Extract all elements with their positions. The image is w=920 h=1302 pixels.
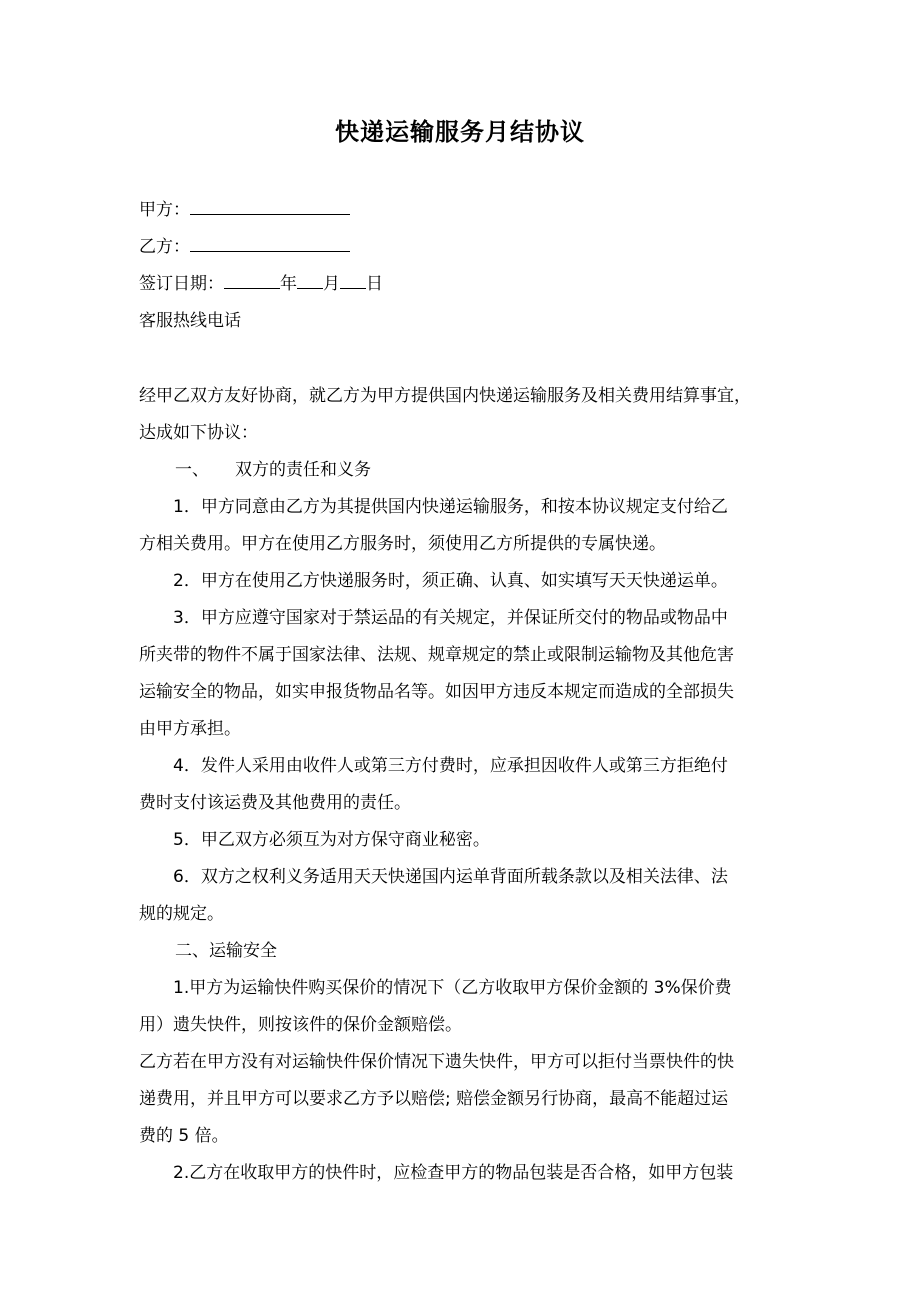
hotline-line: 客服热线电话	[139, 311, 241, 331]
year-blank	[224, 272, 280, 289]
day-label: 日	[366, 274, 383, 294]
s2-clause1-line2: 用）遗失快件，则按该件的保价金额赔偿。	[139, 1015, 462, 1035]
sign-date-label: 签订日期：	[139, 274, 224, 294]
s2-para-line2: 递费用，并且甲方可以要求乙方予以赔偿; 赔偿金额另行协商，最高不能超过运	[139, 1089, 729, 1109]
s1-clause4-line2: 费时支付该运费及其他费用的责任。	[139, 793, 411, 813]
s1-clause3-line4: 由甲方承担。	[139, 719, 241, 739]
year-label: 年	[280, 274, 297, 294]
section2-heading: 二、运输安全	[175, 941, 277, 961]
party-a-blank	[190, 198, 350, 215]
s1-clause6-line2: 规的规定。	[139, 904, 224, 924]
day-blank	[340, 272, 366, 289]
s1-clause3-line1: 3．甲方应遵守国家对于禁运品的有关规定，并保证所交付的物品或物品中	[173, 608, 728, 628]
section1-heading	[175, 459, 825, 481]
month-blank	[297, 272, 323, 289]
s1-clause5-line1: 5．甲乙双方必须互为对方保守商业秘密。	[173, 830, 490, 850]
s2-clause2-line1: 2.乙方在收取甲方的快件时，应检查甲方的物品包装是否合格，如甲方包装	[173, 1163, 734, 1183]
section1-heading-num: 一、	[175, 460, 209, 480]
s1-clause3-line3: 运输安全的物品，如实申报货物品名等。如因甲方违反本规定而造成的全部损失	[139, 682, 734, 702]
s1-clause3-line2: 所夹带的物件不属于国家法律、法规、规章规定的禁止或限制运输物及其他危害	[139, 645, 734, 665]
s1-clause2-line1: 2．甲方在使用乙方快递服务时，须正确、认真、如实填写天天快递运单。	[173, 571, 728, 591]
s2-para-line1: 乙方若在甲方没有对运输快件保价情况下遗失快件，甲方可以拒付当票快件的快	[139, 1052, 734, 1072]
s1-clause1-line2: 方相关费用。甲方在使用乙方服务时，须使用乙方所提供的专属快递。	[139, 534, 666, 554]
party-b-line	[139, 235, 789, 258]
s2-para-line3: 费的 5 倍。	[139, 1126, 229, 1146]
party-a-line	[139, 198, 789, 221]
month-label: 月	[323, 274, 340, 294]
s1-clause1-line1: 1．甲方同意由乙方为其提供国内快递运输服务，和按本协议规定支付给乙	[173, 497, 728, 517]
s1-clause4-line1: 4．发件人采用由收件人或第三方付费时，应承担因收件人或第三方拒绝付	[173, 756, 728, 776]
s1-clause6-line1: 6．双方之权利义务适用天天快递国内运单背面所载条款以及相关法律、法	[173, 867, 728, 887]
s2-clause1-line1: 1.甲方为运输快件购买保价的情况下（乙方收取甲方保价金额的 3%保价费	[173, 978, 732, 998]
party-a-label: 甲方：	[139, 200, 190, 220]
intro-line-2: 达成如下协议：	[139, 423, 258, 443]
party-b-label: 乙方：	[139, 237, 190, 257]
intro-line-1: 经甲乙双方友好协商，就乙方为甲方提供国内快递运输服务及相关费用结算事宜，	[139, 386, 751, 406]
party-b-blank	[190, 235, 350, 252]
sign-date-line	[139, 272, 789, 295]
section1-heading-text: 双方的责任和义务	[235, 460, 371, 480]
document-title: 快递运输服务月结协议	[335, 118, 585, 146]
